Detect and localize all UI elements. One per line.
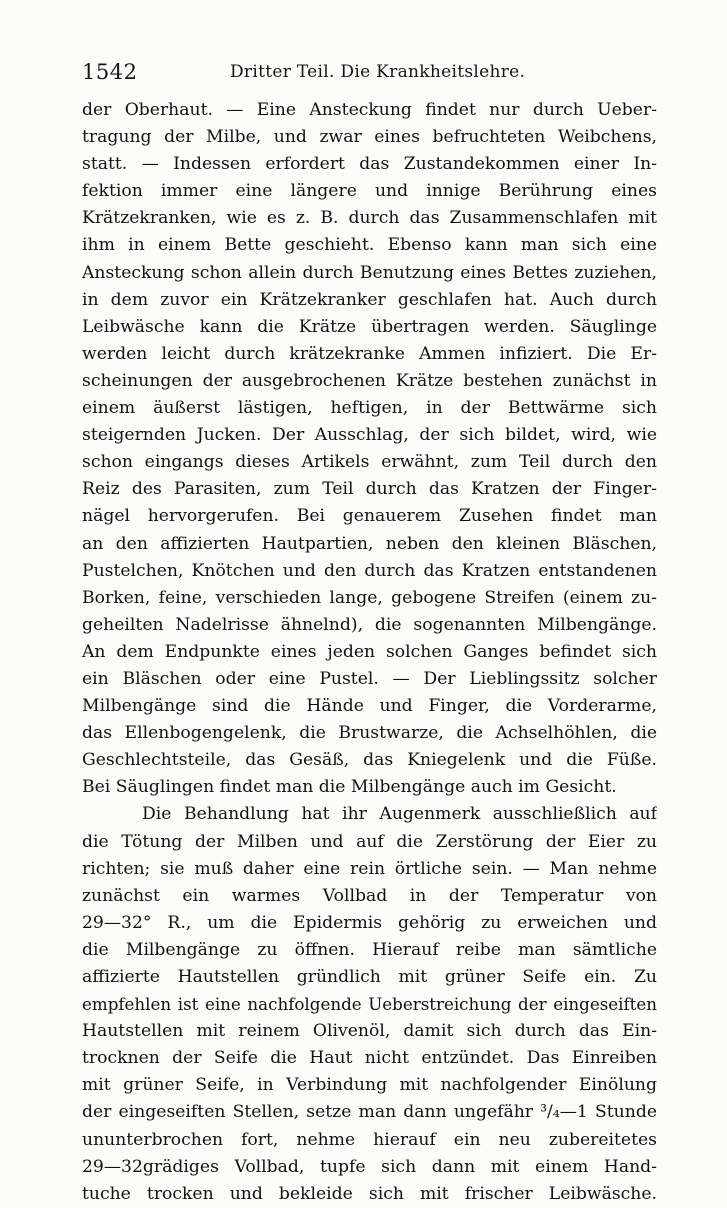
text-line: tuche trocken und bekleide sich mit frischer Leibwäsche. <box>82 1183 657 1204</box>
text-line: steigernden Jucken. Der Ausschlag, der sich bildet, wird, wie <box>82 425 657 446</box>
text-line: fektion immer eine längere und innige Berührung eines <box>82 181 657 202</box>
running-head: Dritter Teil. Die Krankheitslehre. <box>230 62 526 82</box>
text-line: statt. — Indessen erfordert das Zustandekommen einer In- <box>82 154 657 175</box>
text-line: affizierte Hautstellen gründlich mit grüner Seife ein. Zu <box>82 967 657 987</box>
text-line: Die Behandlung hat ihr Augenmerk ausschließlich auf <box>142 804 657 825</box>
text-line: scheinungen der ausgebrochenen Krätze bestehen zunächst in <box>82 370 657 391</box>
text-line: einem äußerst lästigen, heftigen, in der Bettwärme sich <box>82 398 657 419</box>
text-line: trocknen der Seife die Haut nicht entzündet. Das Einreiben <box>82 1048 657 1069</box>
text-line: die Milbengänge zu öffnen. Hierauf reibe man sämtliche <box>82 939 657 960</box>
text-line: die Tötung der Milben und auf die Zerstörung der Eier zu <box>82 831 657 852</box>
text-line: geheilten Nadelrisse ähnelnd), die sogenannten Milbengänge. <box>82 614 657 635</box>
text-line: Ansteckung schon allein durch Benutzung eines Bettes zuziehen, <box>82 262 657 283</box>
text-line: in dem zuvor ein Krätzekranker geschlafen hat. Auch durch <box>82 289 657 310</box>
text-line: Hautstellen mit reinem Olivenöl, damit sich durch das Ein- <box>82 1021 657 1042</box>
text-line: ununterbrochen fort, nehme hierauf ein neu zubereitetes <box>82 1129 657 1150</box>
text-line: an den affizierten Hautpartien, neben den kleinen Bläschen, <box>82 533 657 554</box>
text-line: werden leicht durch krätzekranke Ammen infiziert. Die Er- <box>82 343 657 364</box>
text-line: schon eingangs dieses Artikels erwähnt, zum Teil durch den <box>82 452 657 473</box>
text-line: der Oberhaut. — Eine Ansteckung findet nur durch Ueber- <box>82 100 657 120</box>
text-line: Borken, feine, verschieden lange, gebogene Streifen (einem zu- <box>82 587 657 608</box>
text-line: zunächst ein warmes Vollbad in der Temperatur von <box>82 885 657 906</box>
text-line: richten; sie muß daher eine rein örtliche sein. — Man nehme <box>82 858 657 879</box>
text-line: mit grüner Seife, in Verbindung mit nachfolgender Einölung <box>82 1075 657 1096</box>
text-line: das Ellenbogengelenk, die Brustwarze, die Achselhöhlen, die <box>82 723 657 744</box>
text-line: ein Bläschen oder eine Pustel. — Der Lieblingssitz solcher <box>82 668 657 689</box>
text-line: Leibwäsche kann die Krätze übertragen werden. Säuglinge <box>82 316 657 337</box>
text-line: 29—32grädiges Vollbad, tupfe sich dann mit einem Hand- <box>82 1156 657 1177</box>
text-line: 29—32° R., um die Epidermis gehörig zu erweichen und <box>82 912 657 933</box>
text-line: tragung der Milbe, und zwar eines befruchteten Weibchens, <box>82 127 657 148</box>
text-line: Milbengänge sind die Hände und Finger, die Vorderarme, <box>82 696 657 717</box>
text-line: Geschlechtsteile, das Gesäß, das Kniegelenk und die Füße. <box>82 750 657 771</box>
page-number: 1542 <box>82 60 138 84</box>
text-line: empfehlen ist eine nachfolgende Ueberstreichung der eingeseiften <box>82 994 657 1015</box>
text-line: Pustelchen, Knötchen und den durch das Kratzen entstandenen <box>82 560 657 581</box>
text-line: ihm in einem Bette geschieht. Ebenso kann man sich eine <box>82 235 657 256</box>
text-line: nägel hervorgerufen. Bei genauerem Zusehen findet man <box>82 506 657 527</box>
text-line: der eingeseiften Stellen, setze man dann ungefähr ³/₄—1 Stunde <box>82 1102 657 1123</box>
body-text <box>82 97 657 1208</box>
page-header <box>82 56 662 90</box>
text-line: Bei Säuglingen findet man die Milbengänge auch im Gesicht. <box>82 777 617 798</box>
text-line: An dem Endpunkte eines jeden solchen Ganges befindet sich <box>82 641 657 662</box>
text-line: Reiz des Parasiten, zum Teil durch das Kratzen der Finger- <box>82 479 657 500</box>
text-line: Krätzekranken, wie es z. B. durch das Zusammenschlafen mit <box>82 208 657 229</box>
